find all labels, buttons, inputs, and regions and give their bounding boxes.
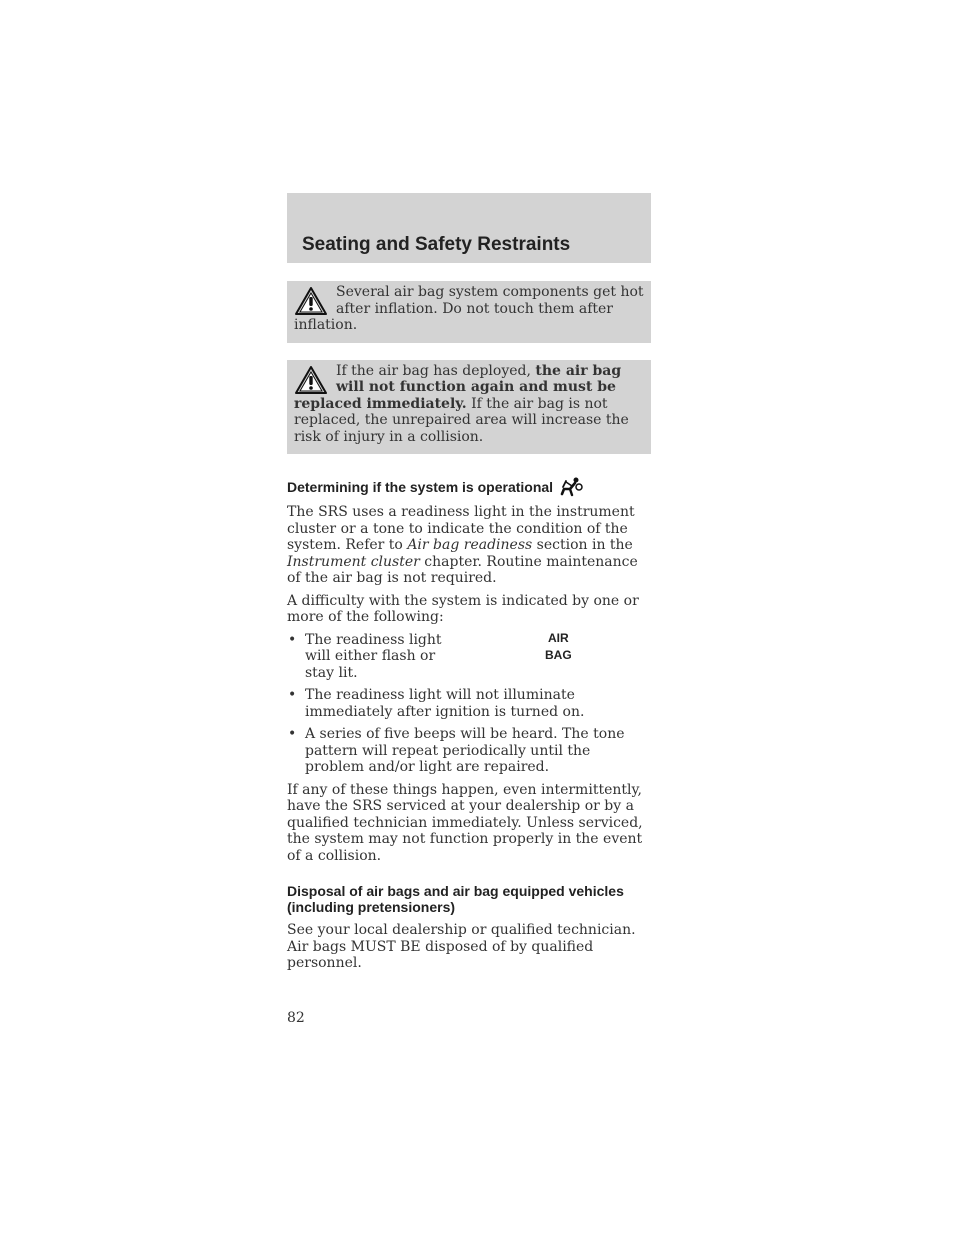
warning-text: Several air bag system components get hot after inflation. Do not touch them after inflation. bbox=[294, 284, 644, 333]
section-heading-operational bbox=[287, 477, 651, 497]
para-italic-ref: Air bag readiness bbox=[407, 537, 533, 553]
list-item bbox=[287, 726, 651, 776]
list-item bbox=[287, 687, 651, 720]
section-heading-text: Determining if the system is operational bbox=[287, 479, 554, 495]
paragraph-service: If any of these things happen, even intermittently, have the SRS serviced at your dealership or by a qualified technician immediately. Unless serviced, the system may not function properly in the event of a collision. bbox=[287, 781, 643, 864]
page-number: 82 bbox=[287, 1009, 305, 1026]
paragraph-disposal: See your local dealership or qualified technician. Air bags MUST BE disposed of by qualified personnel. bbox=[287, 922, 636, 971]
difficulty-list bbox=[287, 632, 651, 776]
warning-triangle-icon bbox=[294, 286, 328, 316]
list-item-text: The readiness light will either flash or stay lit. bbox=[305, 631, 442, 681]
list-item bbox=[287, 632, 651, 682]
seated-occupant-airbag-icon bbox=[559, 477, 583, 497]
para-text: section in the bbox=[532, 537, 633, 553]
paragraph-srs-readiness bbox=[287, 504, 651, 587]
paragraph-difficulty: A difficulty with the system is indicated by one or more of the following: bbox=[287, 592, 639, 625]
section-heading-disposal: Disposal of air bags and air bag equipped vehicles (including pretensioners) bbox=[287, 883, 624, 915]
warning-box-hot-components bbox=[287, 281, 651, 343]
para-italic-ref: Instrument cluster bbox=[287, 553, 420, 570]
airbag-light-line2: BAG bbox=[545, 647, 572, 662]
list-item-text: The readiness light will not illuminate immediately after ignition is turned on. bbox=[305, 687, 585, 720]
warning-text-end: If the air bag is not replaced, the unrepaired area will increase the risk of injury in a collision. bbox=[294, 395, 629, 445]
bullet-dot: • bbox=[288, 687, 297, 703]
warning-text-bold: the air bag will not function again and must be replaced immediately. bbox=[294, 362, 622, 412]
bullet-dot: • bbox=[288, 631, 297, 648]
para-text: The SRS uses a readiness light in the instrument cluster or a tone to indicate the condition of the system. Refer to bbox=[287, 504, 635, 553]
warning-box-deployed bbox=[287, 360, 651, 455]
airbag-readiness-light bbox=[545, 630, 572, 682]
airbag-light-line1: AIR bbox=[548, 630, 569, 645]
warning-text-start: If the air bag has deployed, bbox=[336, 362, 536, 379]
list-item-text: A series of five beeps will be heard. The tone pattern will repeat periodically until the problem and/or light are repaired. bbox=[305, 726, 625, 775]
para-text: chapter. Routine maintenance of the air bag is not required. bbox=[287, 553, 638, 586]
section-header-bar bbox=[287, 193, 651, 263]
manual-page bbox=[287, 193, 651, 1026]
bullet-dot: • bbox=[288, 726, 297, 742]
warning-triangle-icon bbox=[294, 365, 328, 395]
page-title: Seating and Safety Restraints bbox=[302, 234, 571, 255]
